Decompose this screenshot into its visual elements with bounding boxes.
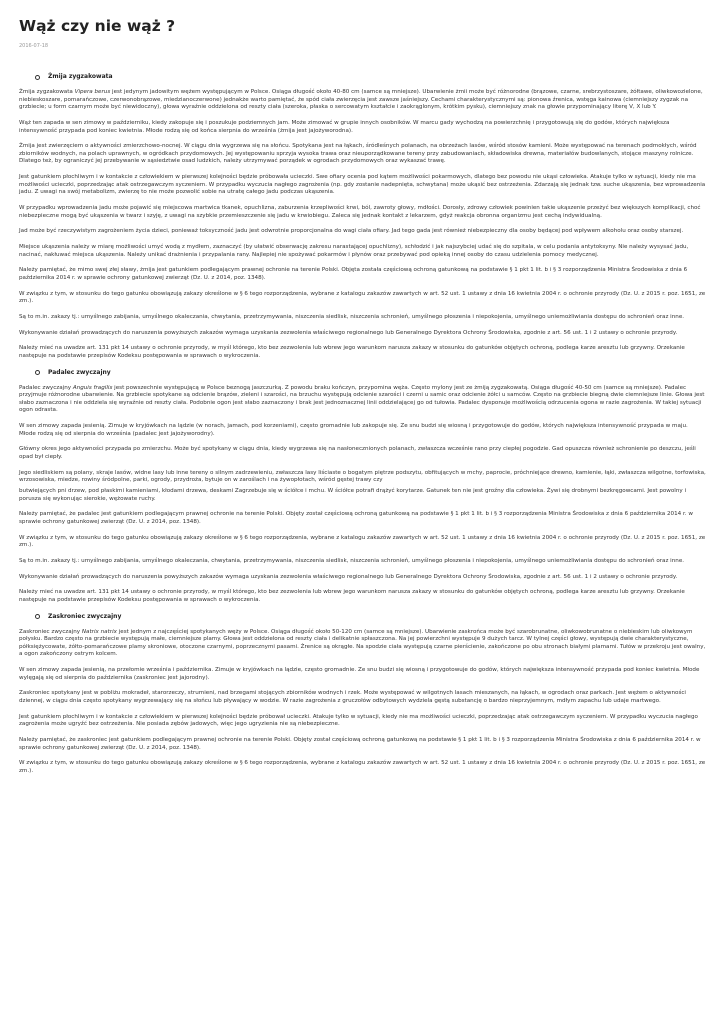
paragraph-text: Żmija zygzakowata	[19, 89, 75, 96]
section-heading-zaskroniec-zwyczajny	[35, 613, 706, 621]
paragraph: Należy pamiętać, że zaskroniec jest gatunkiem podlegającym prawnej ochronie na terenie Polski. Objęty został częściową ochroną gatunkową na podstawie § 1 pkt 1 lit. b i § 3 rozporządzenia Ministra Środowiska z dnia 6 października 2014 r. w sprawie ochrony gatunkowej zwierząt (Dz. U. z 2014, poz. 1348).	[19, 736, 701, 751]
paragraph-text: jest jedynym jadowitym wężem występującym w Polsce. Osiąga długość około 40-80 cm (samce są mniejsze). Ubarwienie żmii może być różnorodne (brązowe, czarne, srebrzystoszare, żółtawe, oliwkowozielone, niebieskoszare, pomarańczowe, czerwonobrązowe, miedzianoczerwone) jednakże warto pamiętać, że spód ciała zwierzęcia jest zawsze jaśniejszy. Cechami charakterystycznymi są: pionowa źrenica, wstęga kainowa (ciemniejszy zygzak na grzbiecie; u form czarnym może być niewidoczny), głowa wyraźnie oddzielona od reszty ciała (szeroka, płaska o sercowatym kształcie i zaokrąglonym, krótkim pysku), ciemniejszy znak na głowie przypominający literę V, X lub Y.	[19, 89, 703, 111]
paragraph: Wąż ten zapada w sen zimowy w październiku, kiedy zakopuje się i poszukuje podziemnych jam. Może zimować w grupie innych osobników. W marcu gady wychodzą na powierzchnię i przygotowują się do godów, których największa intensywność przypada pod koniec kwietnia. Młode rodzą się od końca sierpnia do września (żmija jest jajożyworodna).	[19, 120, 670, 134]
paragraph: Należy pamiętać, że mimo swej złej sławy, żmija jest gatunkiem podlegającym prawnej ochronie na terenie Polski. Objęta została częściową ochroną gatunkową na podstawie § 1 pkt 1 lit. b i § 3 rozporządzenia Ministra Środowiska z dnia 6 października 2014 r. w sprawie ochrony gatunkowej zwierząt (Dz. U. z 2014, poz. 1348).	[19, 267, 688, 281]
paragraph: Jad może być rzeczywistym zagrożeniem życia dzieci, ponieważ toksyczność jadu jest odwrotnie proporcjonalna do wagi ciała ofiary. Jad tego gada jest również niebezpieczny dla osoby będącej pod wpływem alkoholu oraz osoby starszej.	[19, 228, 684, 235]
bullet-circle-icon	[35, 614, 40, 619]
paragraph: W sen zimowy zapada jesienią, na przełomie września i października. Zimuje w kryjówkach na lądzie, często gromadnie. Ze snu budzi się wiosną i przygotowuje do godów, których największa intensywność przypada pod koniec kwietnia. Młode wylęgają się od sierpnia do października (zaskroniec jest jajorodny).	[19, 667, 700, 681]
paragraph: Jest gatunkiem płochliwym i w kontakcie z człowiekiem w pierwszej kolejności będzie próbował ucieczki. Atakuje tylko w sytuacji, kiedy nie ma możliwości ucieczki, poprzedzając atak ostrzegawczym syczeniem. W przypadku wyczucia nagłego zagrożenia może ugryźć bez ostrzeżenia. Nie posiada zębów jadowych, więc jego ugryzienia nie są niebezpieczne.	[19, 713, 698, 728]
paragraph: Należy mieć na uwadze art. 131 pkt 14 ustawy o ochronie przyrody, w myśl którego, kto bez zezwolenia lub wbrew jego warunkom narusza zakazy w stosunku do gatunków objętych ochroną, podlega karze aresztu lub grzywny. Orzekanie następuje na podstawie przepisów Kodeksu postępowania w sprawach o wykroczenia.	[19, 589, 685, 603]
paragraph-text: Padalec zwyczajny	[19, 384, 73, 391]
paragraph: W związku z tym, w stosunku do tego gatunku obowiązują zakazy określone w § 6 tego rozporządzenia, wybrane z katalogu zakazów zawartych w art. 52 ust. 1 ustawy z dnia 16 kwietnia 2004 r. o ochronie przyrody (Dz. U. z 2015 r. poz. 1651, ze zm.).	[19, 290, 706, 305]
paragraph	[19, 629, 706, 659]
paragraph: Są to m.in. zakazy tj.: umyślnego zabijania, umyślnego okaleczania, chwytania, przetrzymywania, niszczenia siedlisk, niszczenia schronień, umyślnego płoszenia i niepokojenia, umyślnego uniemożliwiania dostępu do schronień oraz inne.	[19, 313, 685, 320]
species-latin-name: Vipera berus	[74, 89, 111, 96]
paragraph: Jego siedliskiem są polany, skraje lasów, widne lasy lub inne tereny o silnym zadrzewieniu, zwłaszcza lasy liściaste o bogatym piętrze podszytu, obfitujących w mchy, paprocie, próchniejące drewno, kamienie, łąki, zwłaszcza wilgotne, torfowiska, wrzosowiska, miedze, rowiny śródpolne, parki, ogrody, przydroża, bytuje on w zaroślach i na żywopłotach, wśród gęstej trawy czy	[19, 469, 706, 484]
bullet-circle-icon	[35, 75, 40, 80]
paragraph: W przypadku wprowadzenia jadu może pojawić się miejscowa martwica tkanek, opuchlizna, zaburzenia krzepliwości krwi, ból, zawroty głowy, mdłości. Dorosły, zdrowy człowiek powinien takie ukąszenie przeżyć bez większych komplikacji, choć niebezpieczne mogą być ukąszenia w twarz i szyję, z uwagi na szybkie przemieszczenie się jadu w krwiobiegu. Zaleca się jednak kontakt z lekarzem, gdyż reakcja obronna organizmu jest cechą indywidualną.	[19, 204, 701, 219]
section-heading-text: Zaskroniec zwyczajny	[48, 612, 122, 620]
paragraph: Wykonywanie działań prowadzących do naruszenia powyższych zakazów wymaga uzyskania zezwolenia właściwego regionalnego lub Generalnego Dyrektora Ochrony Środowiska, zgodnie z art. 56 ust. 1 i 2 ustawy o ochronie przyrody.	[19, 329, 678, 336]
paragraph: W sen zimowy zapada jesienią. Zimuje w kryjówkach na lądzie (w norach, jamach, pod korzeniami), często gromadnie lub zakopuje się. Ze snu budzi się wiosną i przygotowuje do godów, których największa intensywność przypada w maju. Młode rodzą się od sierpnia do września (padalec jest jajożyworodny).	[19, 423, 688, 437]
section-heading-padalec-zwyczajny	[35, 369, 706, 377]
paragraph: W związku z tym, w stosunku do tego gatunku obowiązują zakazy określone w § 6 tego rozporządzenia, wybrane z katalogu zakazów zawartych w art. 52 ust. 1 ustawy z dnia 16 kwietnia 2004 r. o ochronie przyrody (Dz. U. z 2015 r. poz. 1651, ze zm.).	[19, 534, 706, 549]
post-date: 2016-07-18	[19, 43, 49, 49]
paragraph-text: jest jednym z najczęściej spotykanych węży w Polsce. Osiąga długość około 50-120 cm (samce są mniejsze). Ubarwienie zaskrońca może być szarobrunatne, oliwkowobrunatne o niebieskim lub oliwkowym połysku. Bardzo często na grzbiecie występują małe, ciemniejsze plamy. Głowa jest oddzielona od reszty ciała i delikatnie spłaszczona. Na jej powierzchni występuje 9 dużych tarcz. W tylnej części głowy, występują dwie charakterystyczne, półksiężycowate, żółto-pomarańczowe plamy skroniowe, otoczone czarnymi, poprzecznymi pasami. Źrenice są okrągłe. Na spodzie ciała występują czarne pierścienie, zakończone po obu stronach białymi plamami. Tułów w przekroju jest owalny, a ogon zakończony ostrym kolcem.	[19, 628, 706, 658]
paragraph: Są to m.in. zakazy tj.: umyślnego zabijania, umyślnego okaleczania, chwytania, przetrzymywania, niszczenia siedlisk, niszczenia schronień, umyślnego płoszenia i niepokojenia, umyślnego uniemożliwiania dostępu do schronień oraz inne.	[19, 557, 685, 564]
paragraph: Należy mieć na uwadze art. 131 pkt 14 ustawy o ochronie przyrody, w myśl którego, kto bez zezwolenia lub wbrew jego warunkom narusza zakazy w stosunku do gatunków objętych ochroną, podlega karze aresztu lub grzywny. Orzekanie następuje na podstawie przepisów Kodeksu postępowania w sprawach o wykroczenia.	[19, 345, 685, 359]
paragraph-text: jest powszechnie występującą w Polsce beznogą jaszczurką. Z powodu braku kończyn, przypomina węża. Często mylony jest ze żmiją zygzakowatą. Osiąga długość 40-50 cm (samce są mniejsze). Padalec przyjmuje różnorodne ubarwienie. Na grzbiecie spotykane są odcienie brązów, zieleni i szarości, na brzuchu występują odcienie szarości i czerni u samic oraz odcienie żółci u samców. Często na grzbiecie biegną dwie ciemniejsze linie. Głowa jest słabo zaznaczona i nie oddziela się wyraźnie od reszty ciała. Podobnie ogon jest słabo zaznaczony i brak jest jednoznacznej linii oddzielającej go od tułowia. Padalec dysponuje możliwością odrzucenia ogona w razie zagrożenia. W takiej sytuacji ogon odrasta.	[19, 384, 705, 414]
section-heading-zmija-zygzakowata	[35, 73, 706, 81]
paragraph: butwiejących pni drzew, pod płaskimi kamieniami, kłodami drzewa, deskami Zagrzebuje się w ściółce i mchu. W ściółce potrafi drążyć korytarze. Gatunek ten nie jest groźny dla człowieka. Żywi się drobnymi bezkręgowcami. Jest powolny i porusza się wykonując sierokie, wężowate ruchy.	[19, 487, 687, 502]
paragraph	[19, 89, 706, 112]
article-body	[19, 73, 706, 775]
paragraph: Jest gatunkiem płochliwym i w kontakcie z człowiekiem w pierwszej kolejności będzie próbowała ucieczki. Swe ofiary oceniа pod kątem możliwości pokarmowych, dlatego bez powodu nie ukąsi człowieka. Atakuje tylko w sytuacji, kiedy nie ma możliwości ucieczki, poprzedzając atak ostrzegawczym syczeniem. W przypadku wyczucia nagłego zagrożenia (np. gdy zostanie nadepnięta, schwytana) może ukąsić bez ostrzeżenia. Zdarzają się jednak tzw. suche ukąszenia, bez wprowadzenia jadu. Z uwagi na swój metabolizm, zwierzę to nie może pozwolić sobie na utratę całego jadu podczas ukąszenia.	[19, 174, 706, 196]
page-title: Wąż czy nie wąż ?	[19, 17, 176, 35]
paragraph: W związku z tym, w stosunku do tego gatunku obowiązują zakazy określone w § 6 tego rozporządzenia, wybrane z katalogu zakazów zawartych w art. 52 ust. 1 ustawy z dnia 16 kwietnia 2004 r. o ochronie przyrody (Dz. U. z 2015 r. poz. 1651, ze zm.).	[19, 760, 706, 774]
section-heading-text: Żmija zygzakowata	[48, 73, 113, 80]
paragraph: Zaskroniec spotykany jest w pobliżu mokradeł, starorzeczy, strumieni, nad brzegami stojących zbiorników wodnych i rzek. Może występować w wilgotnych lasach mieszanych, na łąkach, w ogrodach oraz parkach. Jest wężem o aktywności dziennej, w ciągu dnia często spotykany wygrzewający się na słońcu lub pływający w wodzie. W razie zagrożenia z gruczołów odbytowych wydziela gęstą substancję o bardzo nieprzyjemnym, mdłym zapachu lub udaje martwego.	[19, 690, 686, 704]
species-latin-name: Natrix natrix	[81, 628, 117, 635]
paragraph-text: Zaskroniec zwyczajny	[19, 628, 82, 635]
paragraph: Wykonywanie działań prowadzących do naruszenia powyższych zakazów wymaga uzyskania zezwolenia właściwego regionalnego lub Generalnego Dyrektora Ochrony Środowiska, zgodnie z art. 56 ust. 1 i 2 ustawy o ochronie przyrody.	[19, 573, 678, 580]
paragraph: Żmija jest zwierzęciem o aktywności zmierzchowo-nocnej. W ciągu dnia wygrzewa się na słońcu. Spotykana jest na łąkach, śródleśnych polanach, na obrzeżach lasów, wśród stosów kamieni. Może występować na terenach podmokłych, wśród zbiorników wodnych, na polach uprawnych, w ogródkach przydomowych. Jej występowaniu sprzyja wysoka trawa oraz nieuporządkowane tereny przy zabudowaniach, składowiska drewna, materiałów budowlanych, stojące maszyny rolnicze. Dlatego też, by ograniczyć jej przebywanie w sąsiedztwie osad ludzkich, należy utrzymywać porządek w ogrodach przydomowych oraz wykaszać trawę.	[19, 143, 697, 165]
bullet-circle-icon	[35, 370, 40, 375]
paragraph	[19, 385, 706, 415]
species-latin-name: Anguis fragilis	[72, 384, 113, 391]
paragraph: Należy pamiętać, że padalec jest gatunkiem podlegającym prawnej ochronie na terenie Polski. Objęty został częściową ochroną gatunkową na podstawie § 1 pkt 1 lit. b i § 3 rozporządzenia Ministra Środowiska z dnia 6 października 2014 r. w sprawie ochrony gatunkowej zwierząt (Dz. U. z 2014, poz. 1348).	[19, 511, 693, 525]
section-heading-text: Padalec zwyczajny	[48, 368, 111, 376]
paragraph: Główny okres jego aktywności przypada po zmierzchu. Może być spotykany w ciągu dnia, kiedy wygrzewa się na nasłonecznionych polanach, zwłaszcza wcześnie rano przy ciepłej pogodzie. Gad opuszcza również schronienie po deszczu, jeśli opad był ciepły.	[19, 446, 696, 460]
paragraph: Miejsce ukąszenia należy w miarę możliwości umyć wodą z mydłem, zaznaczyć (by ułatwić obserwację zakresu narastającej opuchlizny), schłodzić i jak najszybciej udać się do szpitala, w celu podania antytoksyny. Nie należy wysysać jadu, nacinać, nakłuwać miejsca ukąszenia. Należy unikać drażnienia i przypalania rany. Najlepiej nie spożywać pokarmów i płynów oraz przebywać pod opieką innej osoby do czasu udzielenia pomocy medycznej.	[19, 243, 689, 258]
